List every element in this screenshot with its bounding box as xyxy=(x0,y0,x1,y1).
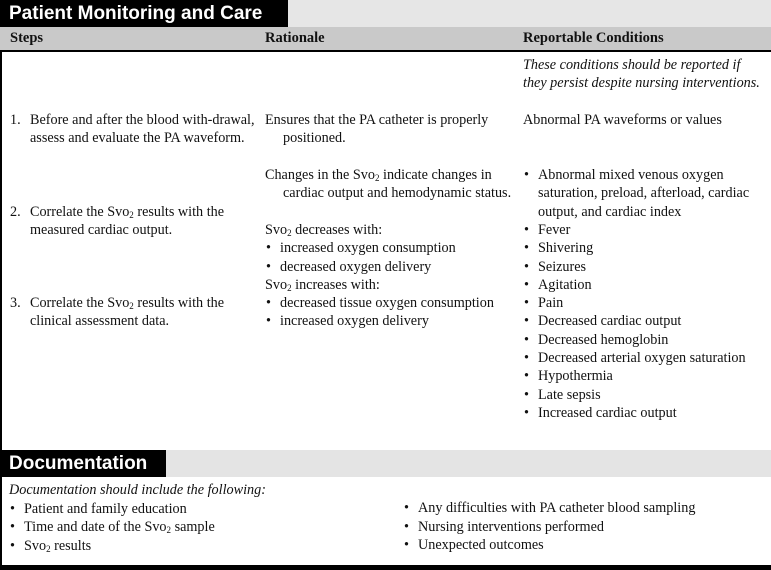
reportable-3 xyxy=(523,221,769,422)
rationale-lead-increases xyxy=(265,276,515,294)
list-item: • Decreased cardiac output xyxy=(523,312,769,330)
list-item xyxy=(9,518,389,537)
item-text: Time and date of the Svo xyxy=(24,519,167,535)
list-item: • Nursing interventions performed xyxy=(403,518,768,537)
list-item: • decreased tissue oxygen consumption xyxy=(265,294,515,312)
list-item: • Any difficulties with PA catheter blood sampling xyxy=(403,499,768,518)
table-column-header xyxy=(0,27,771,52)
step-text: Correlate the Svo xyxy=(30,295,130,312)
rationale-lead-decreases xyxy=(265,221,515,239)
subscript: 2 xyxy=(129,209,134,220)
step-text: Before and after the blood with-drawal, assess and evaluate the PA waveform. xyxy=(30,112,255,147)
step-number: 3. xyxy=(10,295,21,312)
step-text: Correlate the Svo xyxy=(30,203,130,220)
list-item: • Fever xyxy=(523,221,769,239)
step-text: results with the measured cardiac output. xyxy=(30,203,225,238)
step-text: results with the clinical assessment data. xyxy=(30,295,225,330)
step-1 xyxy=(10,111,258,148)
rationale-text: indicate changes in cardiac output and hemodynamic status. xyxy=(283,167,512,202)
list-item: • Late sepsis xyxy=(523,386,769,404)
item-text: Svo xyxy=(24,537,47,554)
list-item: • Hypothermia xyxy=(523,367,769,385)
item-text: Patient and family education xyxy=(24,500,187,517)
documentation-left-list xyxy=(9,481,389,555)
lead-text: increases with: xyxy=(291,276,380,293)
column-header-reportable: Reportable Conditions xyxy=(523,30,664,46)
step-number: 2. xyxy=(10,203,21,220)
rationale-1: Ensures that the PA catheter is properly positioned. xyxy=(265,112,489,147)
list-item: • Unexpected outcomes xyxy=(403,536,768,555)
list-item: • increased oxygen consumption xyxy=(265,239,515,257)
list-item xyxy=(9,537,389,556)
section-title-documentation: Documentation xyxy=(0,450,166,477)
subscript: 2 xyxy=(287,282,292,293)
section-title-patient-monitoring: Patient Monitoring and Care xyxy=(0,0,288,27)
rationale-text: Changes in the Svo xyxy=(265,167,375,183)
list-item: • Decreased hemoglobin xyxy=(523,331,769,349)
rationale-2 xyxy=(265,166,528,203)
column-header-steps: Steps xyxy=(10,30,44,46)
list-item xyxy=(9,500,389,519)
subscript: 2 xyxy=(374,173,380,183)
documentation-right-list xyxy=(403,499,768,555)
step-2 xyxy=(10,203,265,240)
list-item: • Agitation xyxy=(523,276,769,294)
lead-text: Svo xyxy=(265,222,288,238)
item-text: sample xyxy=(171,519,215,535)
step-3 xyxy=(10,294,265,331)
subscript: 2 xyxy=(129,301,134,312)
subscript: 2 xyxy=(166,525,172,535)
bottom-border xyxy=(0,565,771,570)
list-item: • decreased oxygen delivery xyxy=(265,258,515,276)
list-item: • Shivering xyxy=(523,239,769,257)
rationale-3 xyxy=(265,221,515,331)
documentation-intro: Documentation should include the following: xyxy=(9,482,266,498)
list-item: • Pain xyxy=(523,294,769,312)
lead-text: decreases with: xyxy=(291,222,383,238)
list-item: • Increased cardiac output xyxy=(523,404,769,422)
item-text: results xyxy=(50,537,92,554)
list-item: • Abnormal mixed venous oxygen saturation, preload, afterload, cardiac output, and cardiac index xyxy=(523,166,763,221)
column-header-rationale: Rationale xyxy=(265,30,325,46)
list-item: • increased oxygen delivery xyxy=(265,312,515,330)
list-item: • Seizures xyxy=(523,258,769,276)
reportable-2 xyxy=(523,166,763,221)
section-title-band xyxy=(0,0,771,27)
subscript: 2 xyxy=(287,228,292,238)
subscript: 2 xyxy=(46,543,51,554)
step-number: 1. xyxy=(10,112,21,128)
reportable-note: These conditions should be reported if they persist despite nursing interventions. xyxy=(523,57,760,92)
lead-text: Svo xyxy=(265,276,288,293)
list-item: • Decreased arterial oxygen saturation xyxy=(523,349,769,367)
reportable-1: Abnormal PA waveforms or values xyxy=(523,112,722,128)
section-title-band xyxy=(0,450,771,477)
